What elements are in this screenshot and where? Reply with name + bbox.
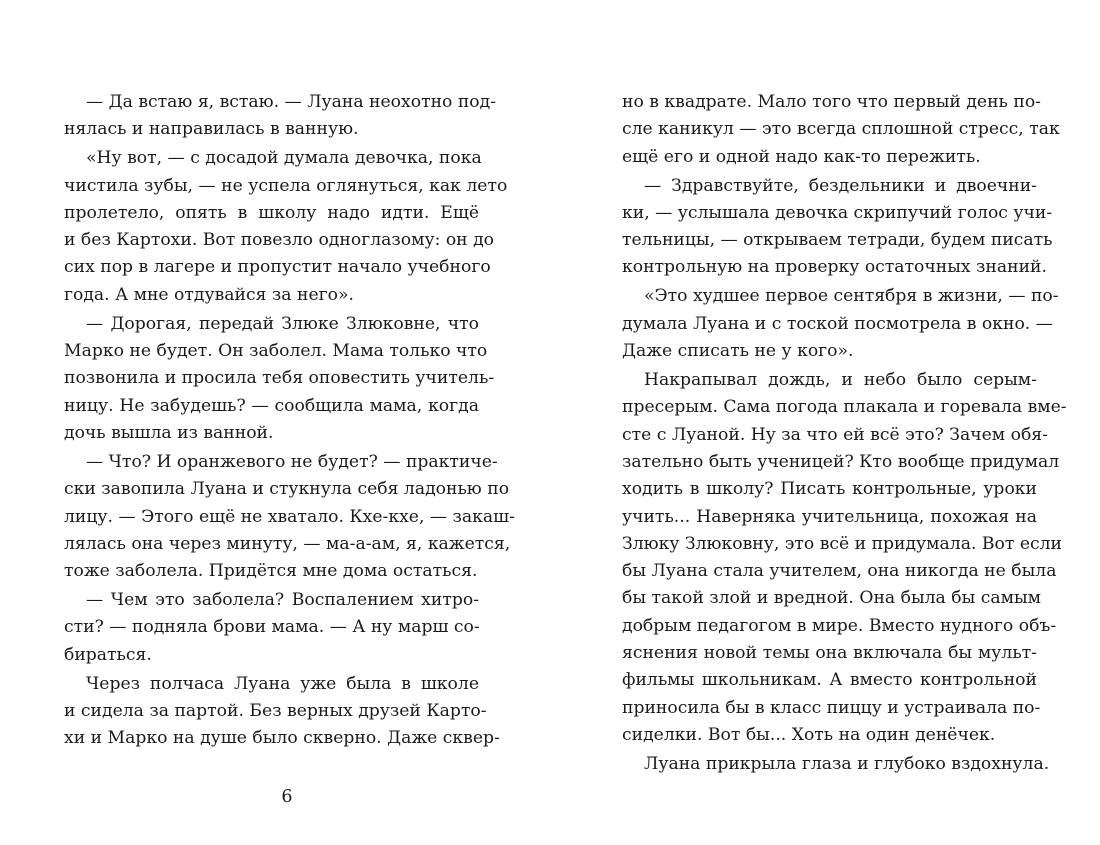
text-line: года. А мне отдувайся за него». [64, 284, 354, 305]
page-number: 6 [281, 787, 293, 807]
text-line: ходить в школу? Писать контрольные, уроки [622, 479, 1037, 500]
text-line: Марко не будет. Он заболел. Мама только что [64, 341, 488, 362]
text-line: фильмы школьникам. А вместо контрольной [622, 670, 1037, 691]
text-line: бираться. [64, 644, 152, 665]
text-line: лялась она через минуту, — ма-а-ам, я, кажется, [64, 533, 511, 554]
text-line: Даже списать не у кого». [622, 341, 854, 362]
text-line: — Здравствуйте, бездельники и двоечни- [644, 175, 1037, 196]
text-line: сти? — подняла брови мама. — А ну марш со- [64, 617, 480, 638]
text-line: но в квадрате. Мало того что первый день по- [622, 92, 1041, 112]
text-line: чистила зубы, — не успела оглянуться, как лето [64, 175, 508, 196]
text-line: пресерым. Сама погода плакала и горевала вме- [622, 397, 1067, 418]
text-line: и без Картохи. Вот повезло одноглазому: он до [64, 230, 495, 251]
text-line: тоже заболела. Придётся мне дома остаться. [64, 561, 478, 582]
text-line: и сидела за партой. Без верных друзей Карто- [64, 700, 487, 721]
text-line: ки, — услышала девочка скрипучий голос учи- [622, 202, 1053, 223]
text-line: пролетело, опять в школу надо идти. Ещё [64, 202, 479, 223]
text-line: зательно быть ученицей? Кто вообще придумал [622, 451, 1060, 472]
text-line: добрым педагогом в мире. Вместо нудного объ- [622, 615, 1057, 636]
text-line: ницу. Не забудешь? — сообщила мама, когда [64, 395, 479, 416]
text-line: сле каникул — это всегда сплошной стресс, так [622, 119, 1060, 140]
text-line: лицу. — Этого ещё не хватало. Кхе-кхе, — закаш- [64, 506, 515, 527]
right-page-text [622, 89, 1067, 778]
text-line: сте с Луаной. Ну за что ей всё это? Зачем обя- [622, 424, 1048, 445]
text-line: «Это худшее первое сентября в жизни, — по- [644, 286, 1059, 307]
text-line: сиделки. Вот бы... Хоть на один денёчек. [622, 724, 996, 745]
text-line: Накрапывал дождь, и небо было серым- [644, 370, 1037, 391]
text-line: позвонила и просила тебя оповестить учитель- [64, 368, 495, 389]
text-line: приносила бы в класс пиццу и устраивала по- [622, 697, 1041, 718]
text-line: дочь вышла из ванной. [64, 422, 274, 443]
text-line: — Чем это заболела? Воспалением хитро- [86, 590, 479, 611]
text-line: контрольную на проверку остаточных знаний. [622, 257, 1047, 278]
text-line: бы такой злой и вредной. Она была бы самым [622, 588, 1042, 609]
text-line: нялась и направилась в ванную. [64, 119, 359, 140]
text-line: Через полчаса Луана уже была в школе [86, 673, 479, 694]
text-line: ещё его и одной надо как-то пережить. [622, 146, 981, 167]
text-line: хи и Марко на душе было скверно. Даже сквер- [64, 728, 500, 749]
text-line: бы Луана стала учителем, она никогда не была [622, 561, 1057, 582]
text-line: — Дорогая, передай Злюке Злюковне, что [86, 313, 479, 334]
text-line: тельницы, — открываем тетради, будем писать [622, 230, 1053, 251]
text-line: Луана прикрыла глаза и глубоко вздохнула. [644, 753, 1050, 774]
text-line: сих пор в лагере и пропустит начало учебного [64, 257, 491, 278]
text-line: Злюку Злюковну, это всё и придумала. Вот если [622, 533, 1063, 554]
text-line: яснения новой темы она включала бы мульт- [622, 643, 1037, 663]
left-page-text [64, 89, 515, 753]
text-line: учить... Наверняка учительница, похожая на [622, 506, 1037, 527]
text-line: ски завопила Луана и стукнула себя ладонью по [64, 479, 510, 500]
text-line: — Что? И оранжевого не будет? — практиче- [86, 451, 498, 472]
text-line: думала Луана и с тоской посмотрела в окно. — [622, 313, 1053, 334]
text-line: «Ну вот, — с досадой думала девочка, пока [86, 148, 482, 169]
text-line: — Да встаю я, встаю. — Луана неохотно под- [86, 92, 497, 112]
